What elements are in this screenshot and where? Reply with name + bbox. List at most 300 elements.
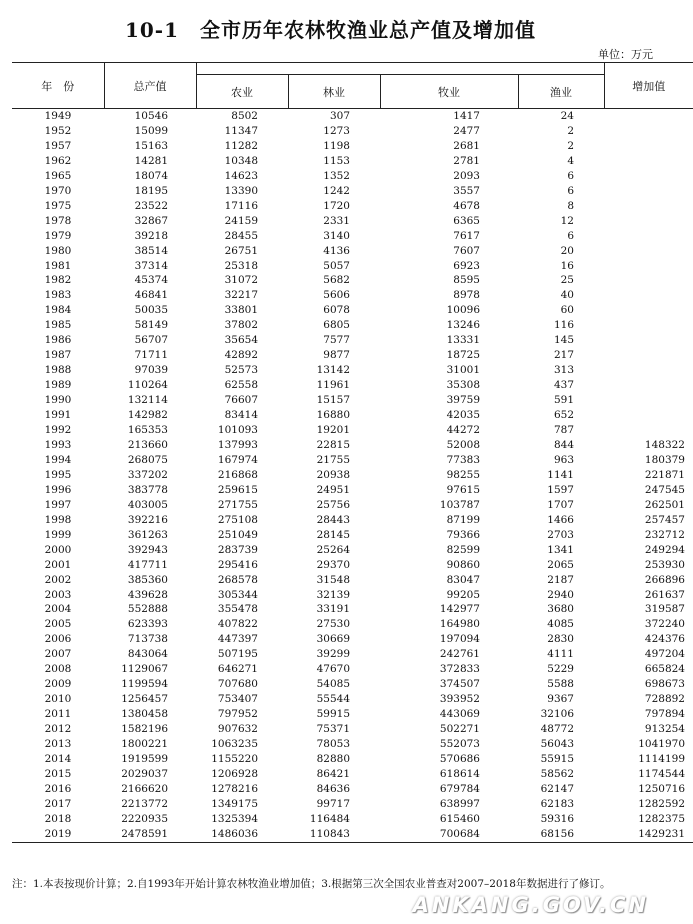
cell-year: 1994 xyxy=(44,453,72,466)
cell-agriculture: 907632 xyxy=(217,723,258,736)
cell-fishery: 5229 xyxy=(547,663,574,676)
cell-fishery: 1466 xyxy=(547,513,574,526)
table-row xyxy=(12,468,693,483)
cell-fishery: 6 xyxy=(567,184,574,197)
cell-animal: 42035 xyxy=(446,409,480,422)
cell-animal: 2681 xyxy=(453,139,480,152)
cell-forestry: 4136 xyxy=(323,244,350,257)
cell-agriculture: 447397 xyxy=(217,633,258,646)
cell-total: 417711 xyxy=(127,558,168,571)
cell-added: 497204 xyxy=(644,648,685,661)
cell-forestry: 1720 xyxy=(323,199,350,212)
header-fishery: 渔业 xyxy=(518,75,604,109)
header-subgroup-spacer xyxy=(196,63,604,75)
cell-year: 2009 xyxy=(44,678,72,691)
table-row xyxy=(12,229,693,244)
cell-year: 1981 xyxy=(44,259,72,272)
cell-agriculture: 271755 xyxy=(217,498,258,511)
cell-forestry: 59915 xyxy=(316,708,350,721)
cell-forestry: 78053 xyxy=(316,738,350,751)
cell-fishery: 1707 xyxy=(547,498,574,511)
cell-animal: 618614 xyxy=(439,767,480,780)
table-row xyxy=(12,273,693,288)
cell-added xyxy=(604,199,693,214)
cell-animal: 443069 xyxy=(439,708,480,721)
cell-total: 2166620 xyxy=(121,782,168,795)
cell-agriculture: 507195 xyxy=(217,648,258,661)
cell-agriculture: 11347 xyxy=(224,124,258,137)
cell-year: 2014 xyxy=(44,752,72,765)
cell-total: 18074 xyxy=(134,169,168,182)
cell-year: 1965 xyxy=(44,169,72,182)
cell-animal: 35308 xyxy=(446,379,480,392)
cell-forestry: 1273 xyxy=(323,124,350,137)
cell-agriculture: 797952 xyxy=(217,708,258,721)
cell-fishery: 2065 xyxy=(547,558,574,571)
cell-agriculture: 10348 xyxy=(224,154,258,167)
cell-year: 2004 xyxy=(44,603,72,616)
cell-fishery: 59316 xyxy=(540,812,574,825)
cell-total: 10546 xyxy=(134,110,168,122)
cell-agriculture: 1349175 xyxy=(211,797,258,810)
cell-forestry: 33191 xyxy=(316,603,350,616)
cell-added xyxy=(604,318,693,333)
cell-agriculture: 1155220 xyxy=(211,752,258,765)
cell-fishery: 20 xyxy=(560,244,574,257)
cell-animal: 570686 xyxy=(439,752,480,765)
cell-total: 843064 xyxy=(127,648,168,661)
cell-forestry: 9877 xyxy=(323,349,350,362)
cell-fishery: 652 xyxy=(553,409,574,422)
cell-total: 1199594 xyxy=(121,678,168,691)
cell-fishery: 9367 xyxy=(547,693,574,706)
cell-forestry: 1198 xyxy=(323,139,350,152)
header-animal-husbandry: 牧业 xyxy=(380,75,518,109)
cell-year: 2015 xyxy=(44,767,72,780)
watermark-logo: ANKANG.GOV.CN xyxy=(412,893,649,917)
cell-added xyxy=(604,214,693,229)
cell-total: 713738 xyxy=(127,633,168,646)
cell-year: 1980 xyxy=(44,244,72,257)
table-row xyxy=(12,588,693,603)
cell-agriculture: 295416 xyxy=(217,558,258,571)
table-row xyxy=(12,528,693,543)
cell-added xyxy=(604,184,693,199)
cell-total: 268075 xyxy=(127,453,168,466)
cell-year: 1949 xyxy=(44,110,72,122)
page-title: 10-1 全市历年农林牧渔业总产值及增加值 xyxy=(124,18,537,42)
cell-year: 1983 xyxy=(44,289,72,302)
cell-fishery: 1341 xyxy=(547,543,574,556)
cell-total: 1380458 xyxy=(121,708,168,721)
cell-fishery: 2703 xyxy=(547,528,574,541)
header-agriculture: 农业 xyxy=(196,75,288,109)
table-row xyxy=(12,423,693,438)
cell-added: 148322 xyxy=(644,438,685,451)
cell-total: 2478591 xyxy=(104,827,196,842)
cell-fishery: 145 xyxy=(553,334,574,347)
cell-forestry: 1352 xyxy=(323,169,350,182)
cell-forestry: 1153 xyxy=(323,154,350,167)
cell-year: 2011 xyxy=(44,708,72,721)
cell-forestry: 55544 xyxy=(316,693,350,706)
cell-fishery: 4085 xyxy=(547,618,574,631)
cell-year: 2012 xyxy=(44,723,72,736)
cell-year: 1979 xyxy=(44,229,72,242)
cell-animal: 615460 xyxy=(439,812,480,825)
cell-animal: 679784 xyxy=(439,782,480,795)
cell-fishery: 25 xyxy=(560,274,574,287)
cell-added: 180379 xyxy=(644,453,685,466)
cell-fishery: 56043 xyxy=(540,738,574,751)
cell-animal: 44272 xyxy=(446,424,480,437)
table-row xyxy=(12,393,693,408)
cell-animal: 502271 xyxy=(439,723,480,736)
cell-year: 1985 xyxy=(44,319,72,332)
cell-added: 257457 xyxy=(644,513,685,526)
cell-agriculture: 83414 xyxy=(224,409,258,422)
table-row xyxy=(12,827,693,842)
cell-animal: 374507 xyxy=(439,678,480,691)
cell-agriculture: 646271 xyxy=(217,663,258,676)
cell-year: 2007 xyxy=(44,648,72,661)
cell-added xyxy=(604,139,693,154)
cell-total: 1256457 xyxy=(121,693,168,706)
cell-forestry: 11961 xyxy=(316,379,350,392)
cell-total: 403005 xyxy=(127,498,168,511)
cell-fishery: 591 xyxy=(553,394,574,407)
cell-year: 1984 xyxy=(44,304,72,317)
cell-agriculture: 283739 xyxy=(217,543,258,556)
cell-forestry: 24951 xyxy=(316,483,350,496)
cell-animal: 2477 xyxy=(453,124,480,137)
cell-forestry: 84636 xyxy=(316,782,350,795)
cell-added xyxy=(604,109,693,124)
cell-fishery: 313 xyxy=(553,364,574,377)
table-row xyxy=(12,124,693,139)
cell-agriculture: 268578 xyxy=(217,573,258,586)
cell-year: 1993 xyxy=(44,438,72,451)
cell-agriculture: 17116 xyxy=(224,199,258,212)
cell-agriculture: 76607 xyxy=(224,394,258,407)
cell-animal: 700684 xyxy=(380,827,518,842)
cell-added: 319587 xyxy=(644,603,685,616)
table-row xyxy=(12,363,693,378)
cell-animal: 7607 xyxy=(453,244,480,257)
cell-added xyxy=(604,408,693,423)
cell-animal: 8978 xyxy=(453,289,480,302)
cell-total: 213660 xyxy=(127,438,168,451)
cell-added xyxy=(604,288,693,303)
cell-added: 232712 xyxy=(644,528,685,541)
table-row xyxy=(12,617,693,632)
cell-total: 110264 xyxy=(127,379,168,392)
header-forestry: 林业 xyxy=(288,75,380,109)
cell-fishery: 4 xyxy=(567,154,574,167)
cell-forestry: 1242 xyxy=(323,184,350,197)
cell-total: 14281 xyxy=(134,154,168,167)
cell-animal: 82599 xyxy=(446,543,480,556)
cell-total: 39218 xyxy=(134,229,168,242)
cell-animal: 164980 xyxy=(439,618,480,631)
cell-total: 552888 xyxy=(127,603,168,616)
cell-year: 1992 xyxy=(44,424,72,437)
cell-animal: 393952 xyxy=(439,693,480,706)
cell-animal: 77383 xyxy=(446,453,480,466)
header-added-value: 增加值 xyxy=(604,63,693,109)
cell-forestry: 5606 xyxy=(323,289,350,302)
table-row xyxy=(12,558,693,573)
table-row xyxy=(12,318,693,333)
cell-year: 1975 xyxy=(44,199,72,212)
cell-total: 337202 xyxy=(127,468,168,481)
cell-fishery: 4111 xyxy=(547,648,574,661)
cell-forestry: 13142 xyxy=(316,364,350,377)
cell-animal: 242761 xyxy=(439,648,480,661)
cell-agriculture: 25318 xyxy=(224,259,258,272)
cell-fishery: 58562 xyxy=(540,767,574,780)
cell-agriculture: 1325394 xyxy=(211,812,258,825)
cell-fishery: 8 xyxy=(567,199,574,212)
cell-total: 2213772 xyxy=(121,797,168,810)
cell-forestry: 47670 xyxy=(316,663,350,676)
cell-agriculture: 753407 xyxy=(217,693,258,706)
cell-agriculture: 407822 xyxy=(217,618,258,631)
cell-added: 372240 xyxy=(644,618,685,631)
cell-agriculture: 137993 xyxy=(217,438,258,451)
cell-added: 261637 xyxy=(644,588,685,601)
cell-added xyxy=(604,244,693,259)
cell-agriculture: 28455 xyxy=(224,229,258,242)
cell-forestry: 21755 xyxy=(316,453,350,466)
table-row xyxy=(12,139,693,154)
cell-animal: 2781 xyxy=(453,154,480,167)
cell-total: 1582196 xyxy=(121,723,168,736)
cell-animal: 372833 xyxy=(439,663,480,676)
cell-year: 1995 xyxy=(44,468,72,481)
cell-year: 2018 xyxy=(44,812,72,825)
cell-agriculture: 275108 xyxy=(217,513,258,526)
cell-added xyxy=(604,393,693,408)
cell-animal: 6365 xyxy=(453,214,480,227)
cell-total: 2029037 xyxy=(121,767,168,780)
table-row xyxy=(12,408,693,423)
cell-fishery: 787 xyxy=(553,424,574,437)
cell-total: 392216 xyxy=(127,513,168,526)
cell-agriculture: 62558 xyxy=(224,379,258,392)
cell-total: 37314 xyxy=(134,259,168,272)
cell-forestry: 3140 xyxy=(323,229,350,242)
cell-total: 71711 xyxy=(134,349,168,362)
cell-forestry: 54085 xyxy=(316,678,350,691)
cell-animal: 13246 xyxy=(446,319,480,332)
cell-year: 2000 xyxy=(44,543,72,556)
table-row xyxy=(12,259,693,274)
cell-agriculture: 251049 xyxy=(217,528,258,541)
cell-forestry: 307 xyxy=(329,110,350,122)
cell-fishery: 217 xyxy=(553,349,574,362)
table-row xyxy=(12,662,693,677)
cell-fishery: 963 xyxy=(553,453,574,466)
cell-added xyxy=(604,259,693,274)
cell-fishery: 16 xyxy=(560,259,574,272)
cell-fishery: 116 xyxy=(553,319,574,332)
cell-forestry: 75371 xyxy=(316,723,350,736)
table-row xyxy=(12,573,693,588)
cell-added: 253930 xyxy=(644,558,685,571)
cell-animal: 197094 xyxy=(439,633,480,646)
cell-total: 1919599 xyxy=(121,752,168,765)
table-row xyxy=(12,244,693,259)
table-row xyxy=(12,348,693,363)
cell-added xyxy=(604,363,693,378)
cell-year: 1986 xyxy=(44,334,72,347)
cell-fishery: 12 xyxy=(560,214,574,227)
cell-total: 439628 xyxy=(127,588,168,601)
cell-year: 1999 xyxy=(44,528,72,541)
table-row xyxy=(12,154,693,169)
cell-year: 1998 xyxy=(44,513,72,526)
cell-fishery: 62183 xyxy=(540,797,574,810)
table-row xyxy=(12,483,693,498)
cell-agriculture: 26751 xyxy=(224,244,258,257)
cell-forestry: 32139 xyxy=(316,588,350,601)
table-row xyxy=(12,797,693,812)
cell-fishery: 6 xyxy=(567,169,574,182)
cell-agriculture: 216868 xyxy=(217,468,258,481)
cell-animal: 79366 xyxy=(446,528,480,541)
cell-forestry: 86421 xyxy=(316,767,350,780)
cell-total: 23522 xyxy=(134,199,168,212)
cell-year: 1952 xyxy=(44,124,72,137)
cell-added xyxy=(604,333,693,348)
cell-year: 2005 xyxy=(44,618,72,631)
cell-forestry: 110843 xyxy=(288,827,380,842)
cell-total: 1800221 xyxy=(121,738,168,751)
cell-animal: 87199 xyxy=(446,513,480,526)
cell-agriculture: 33801 xyxy=(224,304,258,317)
cell-animal: 99205 xyxy=(446,588,480,601)
cell-fishery: 1597 xyxy=(547,483,574,496)
table-row xyxy=(12,767,693,782)
cell-total: 623393 xyxy=(127,618,168,631)
table-row xyxy=(12,333,693,348)
table-row xyxy=(12,602,693,617)
cell-total: 15163 xyxy=(134,139,168,152)
cell-added xyxy=(604,348,693,363)
cell-forestry: 6805 xyxy=(323,319,350,332)
cell-added: 797894 xyxy=(644,708,685,721)
cell-forestry: 5682 xyxy=(323,274,350,287)
cell-added xyxy=(604,273,693,288)
cell-animal: 18725 xyxy=(446,349,480,362)
cell-agriculture: 11282 xyxy=(224,139,258,152)
table-row xyxy=(12,692,693,707)
cell-forestry: 7577 xyxy=(323,334,350,347)
cell-agriculture: 32217 xyxy=(224,289,258,302)
cell-added xyxy=(604,423,693,438)
table-row xyxy=(12,453,693,468)
cell-animal: 3557 xyxy=(453,184,480,197)
cell-animal: 52008 xyxy=(446,438,480,451)
table-row xyxy=(12,438,693,453)
cell-agriculture: 305344 xyxy=(217,588,258,601)
cell-added: 266896 xyxy=(644,573,685,586)
cell-year: 2003 xyxy=(44,588,72,601)
cell-forestry: 15157 xyxy=(316,394,350,407)
cell-year: 1970 xyxy=(44,184,72,197)
cell-agriculture: 24159 xyxy=(224,214,258,227)
cell-forestry: 39299 xyxy=(316,648,350,661)
unit-label: 单位：万元 xyxy=(598,48,653,61)
cell-added xyxy=(604,378,693,393)
cell-total: 46841 xyxy=(134,289,168,302)
cell-agriculture: 1063235 xyxy=(211,738,258,751)
cell-animal: 98255 xyxy=(446,468,480,481)
cell-animal: 8595 xyxy=(453,274,480,287)
cell-animal: 90860 xyxy=(446,558,480,571)
cell-year: 2006 xyxy=(44,633,72,646)
cell-total: 2220935 xyxy=(121,812,168,825)
cell-added: 247545 xyxy=(644,483,685,496)
cell-forestry: 6078 xyxy=(323,304,350,317)
cell-added xyxy=(604,169,693,184)
cell-added: 1041970 xyxy=(638,738,685,751)
table-body xyxy=(12,109,693,843)
cell-fishery: 24 xyxy=(560,110,574,122)
cell-total: 50035 xyxy=(134,304,168,317)
table-row xyxy=(12,647,693,662)
cell-total: 132114 xyxy=(127,394,168,407)
cell-forestry: 5057 xyxy=(323,259,350,272)
cell-total: 361263 xyxy=(127,528,168,541)
cell-agriculture: 1206928 xyxy=(211,767,258,780)
cell-agriculture: 101093 xyxy=(217,424,258,437)
cell-agriculture: 52573 xyxy=(224,364,258,377)
cell-animal: 638997 xyxy=(439,797,480,810)
table-row xyxy=(12,543,693,558)
cell-added: 424376 xyxy=(644,633,685,646)
table-row xyxy=(12,812,693,827)
cell-added: 262501 xyxy=(644,498,685,511)
cell-year: 2001 xyxy=(44,558,72,571)
cell-added: 1282375 xyxy=(638,812,685,825)
cell-fishery: 6 xyxy=(567,229,574,242)
cell-year: 1996 xyxy=(44,483,72,496)
cell-year: 2013 xyxy=(44,738,72,751)
cell-total: 58149 xyxy=(134,319,168,332)
cell-animal: 1417 xyxy=(453,110,480,122)
cell-fishery: 32106 xyxy=(540,708,574,721)
cell-total: 1129067 xyxy=(121,663,168,676)
table-row xyxy=(12,288,693,303)
cell-forestry: 99717 xyxy=(316,797,350,810)
cell-fishery: 2 xyxy=(567,139,574,152)
table-row xyxy=(12,498,693,513)
cell-year: 2008 xyxy=(44,663,72,676)
cell-added: 665824 xyxy=(644,663,685,676)
cell-agriculture: 14623 xyxy=(224,169,258,182)
cell-agriculture: 167974 xyxy=(217,453,258,466)
cell-forestry: 2331 xyxy=(323,214,350,227)
cell-agriculture: 8502 xyxy=(231,110,258,122)
table-row xyxy=(12,303,693,318)
cell-animal: 6923 xyxy=(453,259,480,272)
cell-agriculture: 13390 xyxy=(224,184,258,197)
cell-forestry: 82880 xyxy=(316,752,350,765)
table-row xyxy=(12,722,693,737)
cell-agriculture: 31072 xyxy=(224,274,258,287)
